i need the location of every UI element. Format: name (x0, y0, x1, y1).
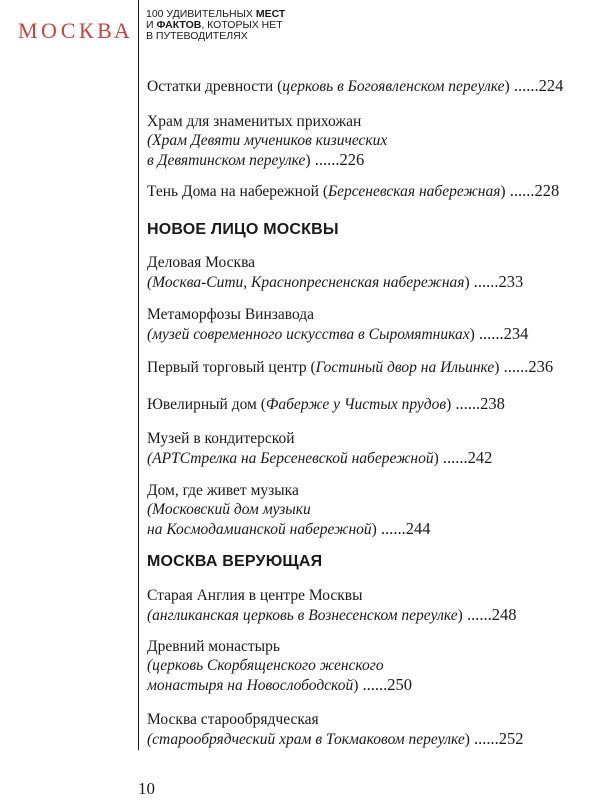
entry-page: ......233 (469, 272, 524, 291)
entry-close: ) (469, 326, 475, 343)
toc-entry (147, 112, 587, 170)
entry-place: (Москва-Сити, Краснопресненская набережная (147, 274, 465, 291)
toc-entry (147, 305, 587, 344)
tagline-text: В ПУТЕВОДИТЕЛЯХ (146, 30, 248, 42)
toc-entry (147, 357, 587, 377)
entry-page: ......224 (509, 76, 564, 95)
entry-title: Музей в кондитерской (147, 430, 295, 447)
entry-title: Ювелирный дом ( (147, 396, 266, 413)
entry-page: ......248 (462, 605, 517, 624)
entry-title: Древний монастырь (147, 638, 280, 655)
entry-close: ) (433, 450, 439, 467)
entry-close: ) (464, 731, 470, 748)
toc-entry (147, 181, 587, 201)
entry-title: Москва старообрядческая (147, 711, 319, 728)
entry-place: на Космодамианской набережной (147, 521, 372, 538)
section-heading: МОСКВА ВЕРУЮЩАЯ (147, 553, 323, 570)
entry-place: Гостиный двор на Ильинке (315, 359, 495, 376)
entry-page: ......226 (310, 150, 365, 169)
entry-close: ) (353, 677, 359, 694)
entry-page: ......234 (474, 324, 529, 343)
entry-place: церковь в Богоявленском переулке (282, 78, 505, 95)
toc-entry (147, 637, 587, 695)
section-heading: НОВОЕ ЛИЦО МОСКВЫ (147, 221, 339, 238)
entry-title: Храм для знаменитых прихожан (147, 113, 362, 130)
entry-title: Первый торговый центр ( (147, 359, 316, 376)
entry-page: ......238 (451, 394, 505, 413)
toc-entry (147, 586, 587, 625)
toc-entry (147, 253, 587, 292)
entry-close: ) (500, 183, 506, 200)
toc-entry (147, 76, 587, 96)
entry-close: ) (457, 607, 463, 624)
entry-place: (Храм Девяти мучеников кизических (147, 132, 388, 149)
toc-entry (147, 481, 587, 539)
tagline-bold: ФАКТОВ (156, 19, 202, 31)
entry-place: (музей современного искусства в Сыромятниках (147, 326, 470, 343)
entry-place: монастыря на Новослободской (147, 677, 354, 694)
page-number: 10 (138, 779, 155, 798)
entry-place: (англиканская церковь в Вознесенском переулке (147, 607, 458, 624)
entry-place: в Девятинском переулке (147, 152, 306, 169)
tagline-bold: МЕСТ (255, 8, 286, 20)
entry-page: ......228 (505, 181, 560, 200)
entry-close: ) (305, 152, 311, 169)
entry-close: ) (371, 521, 377, 538)
entry-place: Фаберже у Чистых прудов (265, 396, 447, 413)
entry-title: Старая Англия в центре Москвы (147, 587, 363, 604)
entry-place: (церковь Скорбященского женского (147, 657, 384, 674)
tagline-text: И (146, 19, 157, 31)
entry-title: Деловая Москва (147, 254, 256, 271)
entry-place: (Московский дом музыки (147, 501, 311, 518)
entry-page: ......236 (499, 357, 554, 376)
entry-page: ......250 (358, 675, 412, 694)
entry-page: ......252 (469, 729, 524, 748)
entry-title: Остатки древности ( (147, 78, 283, 95)
entry-close: ) (504, 78, 510, 95)
toc-entry (147, 710, 587, 749)
entry-place: (старообрядческий храм в Токмаковом переулке (147, 731, 465, 748)
tagline-text: 100 УДИВИТЕЛЬНЫХ (146, 8, 256, 20)
header-divider (138, 0, 139, 750)
toc-entry (147, 394, 587, 414)
entry-page: ......244 (376, 519, 431, 538)
entry-close: ) (494, 359, 500, 376)
entry-place: (АРТСтрелка на Берсеневской набережной (147, 450, 434, 467)
entry-title: Дом, где живет музыка (147, 482, 299, 499)
tagline-text: , КОТОРЫХ НЕТ (201, 19, 283, 31)
entry-title: Метаморфозы Винзавода (147, 306, 315, 323)
toc-entry (147, 429, 587, 468)
entry-place: Берсеневская набережная (327, 183, 501, 200)
entry-page: ......242 (438, 448, 493, 467)
header-brand: МОСКВА (18, 18, 134, 43)
entry-title: Тень Дома на набережной ( (147, 183, 328, 200)
entry-close: ) (446, 396, 452, 413)
entry-close: ) (464, 274, 470, 291)
header-tagline (146, 9, 346, 42)
